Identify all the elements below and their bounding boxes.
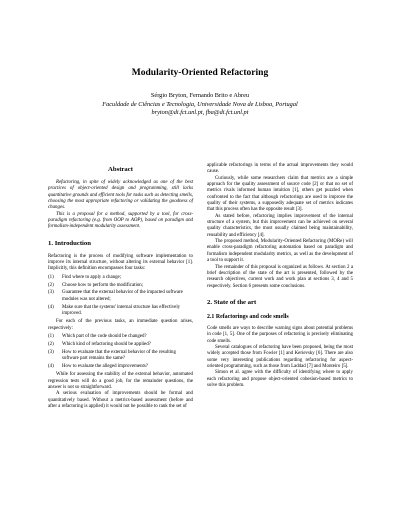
author-block [0,92,400,118]
question-list [48,334,193,370]
body-paragraph: Curiously, while some researchers claim that metrics are a simple approach for the quality assessment of source code [2] or that no set of metrics rivals informed human intuition [1], others get puzzled when confronted to the fact that although refactorings are used to improve the quality of their systems, a supposedly adequate set of metrics indicates that this process often has the opposite result [3]. [207,175,353,213]
author-names: Sérgio Bryton, Fernando Brito e Abreu [150,92,250,99]
list-item: (3) How to evaluate that the external behavior of the resulting software part remains the same? [48,349,176,362]
list-item: (2) Which kind of refactoring should be applied? [48,341,151,347]
left-column [48,162,193,410]
subsection-heading: 2.1 Refactorings and code smells [207,313,289,320]
body-paragraph: Several catalogues of refactoring have been proposed, being the most widely accepted those from Fowler [1] and Kerievsky [6]. There are also some very interesting publications regarding refactoring for aspect-oriented programming, such as those from Laddad [7] and Monteiro [5]. [207,344,353,369]
abstract-paragraph: Refactoring, in spite of widely acknowledged as one of the best practices of object-oriented design and programming, still lacks quantitative grounds and efficient tools for tasks such as detecting smells, choosing the most appropriate refactoring or validating the goodness of changes. [48,180,193,211]
list-item: (2) Choose how to perform the modification; [48,282,144,288]
body-paragraph: Simon et al. agree with the difficulty of identifying where to apply each refactoring and propose object-oriented cohesion-based metrics to solve this problem. [207,370,353,388]
task-list [48,275,193,318]
intro-paragraph: For each of the previous tasks, an immediate question arises, respectively: [48,319,193,331]
intro-paragraph: Refactoring is the process of modifying software implementation to improve its internal structure, without altering its external behavior [1]. Implicitly, this definition encompasses four tasks: [48,253,193,272]
abstract [48,180,193,231]
section-heading-state-of-the-art: 2. State of the art [207,298,257,306]
intro-paragraph: A serious evaluation of improvements should be formal and quantitatively based. Without a metrics-based assessment (before and after a refactoring is applied) it would not be possible to rank the set of [48,391,193,409]
abstract-heading: Abstract [108,166,133,173]
author-affiliation: Faculdade de Ciências e Tecnologia, Universidade Nova de Lisboa, Portugal [102,100,298,108]
list-item: (1) Find where to apply a change; [48,274,122,280]
body-paragraph: As stated before, refactoring implies improvement of the internal structure of a system, but this improvement can be achieved on several quality characteristics, the most usually claimed being maintainability, reusability and efficiency [4]. [207,213,353,238]
list-item: (3) Guarantee that the external behavior of the impacted software modules was not altered; [48,290,183,302]
intro-paragraph: While for assessing the stability of the external behavior, automated regression tests will do a good job, for the remainder questions, the answer is not so straightforward. [48,372,193,390]
body-paragraph: Code smells are ways to describe warning signs about potential problems in code [1, 5]. One of the purposes of refactoring is precisely eliminating code smells. [207,325,353,344]
body-paragraph: applicable refactorings in terms of the actual improvements they would cause. [207,163,353,175]
body-paragraph: The proposed method, Modularity-Oriented Refactoring (MORe) will enable cross-paradigm refactoring automation based on paradigm and formalism independent modularity metrics, as well as the development of a tool to support it. [207,239,353,264]
section-heading-introduction: 1. Introduction [48,239,91,247]
body-paragraph: The remainder of this proposal is organized as follows. At section 2 a brief description of the state of the art is presented, followed by the research objectives, current work and work plan at sections 3, 4 and 5 respectively. Section 6 presents some conclusions. [207,264,353,289]
paper-title: Modularity-Oriented Refactoring [131,68,269,78]
author-emails: bryton@di.fct.unl.pt, fba@di.fct.unl.pt [151,109,249,117]
list-item: (1) Which part of the code should be changed? [48,334,147,340]
right-column [207,163,353,389]
list-item: (4) Make sure that the systems' internal structure has effectively improved. [48,304,181,316]
abstract-paragraph: This is a proposal for a method, supported by a tool, for cross-paradigm refactoring (e.g. from OOP to AOP), based on paradigm and formalism-independent modularity assessment. [48,211,193,230]
list-item: (4) How to evaluate the alleged improvements? [48,363,148,369]
